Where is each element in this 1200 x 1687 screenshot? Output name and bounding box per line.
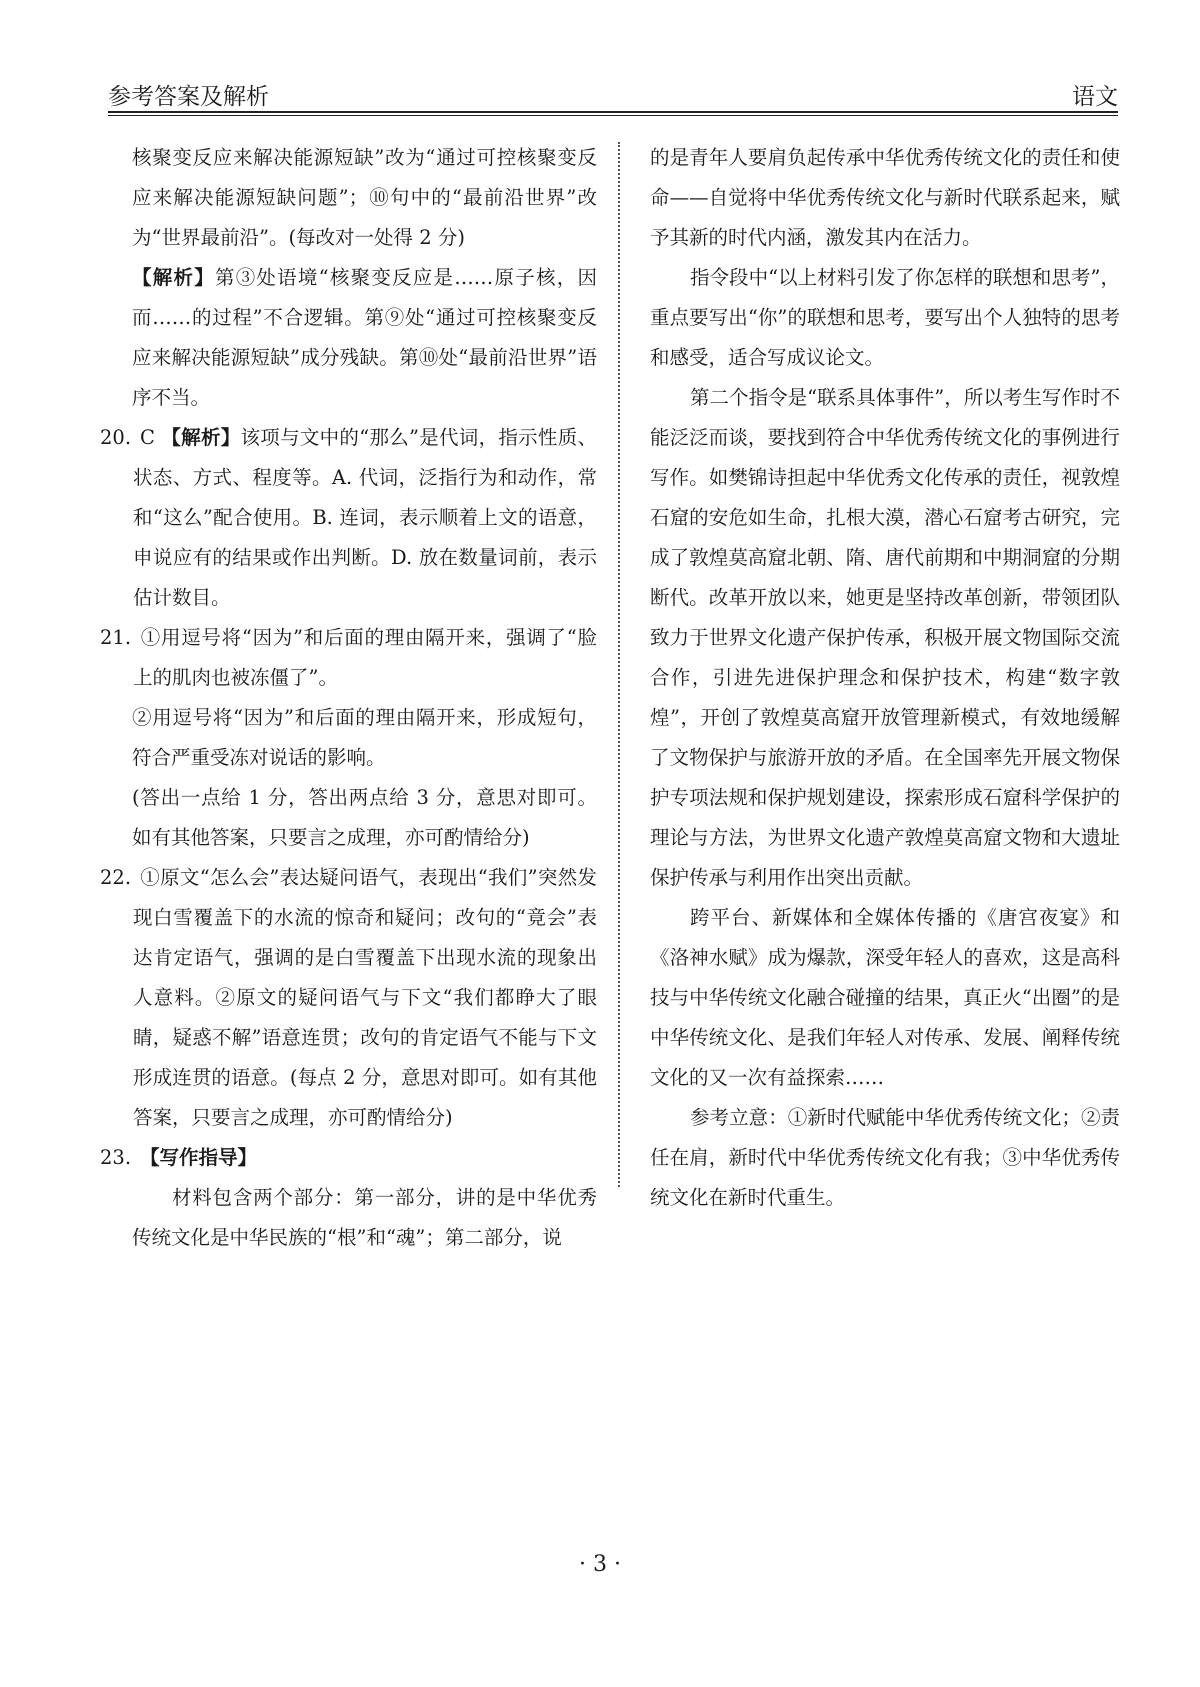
- second-instruction: 第二个指令是“联系具体事件”，所以考生写作时不能泛泛而谈，要找到符合中华优秀传统文化的事例进行写作。如樊锦诗担起中华优秀文化传承的责任，视敦煌石窟的安危如生命，扎根大漠，潜心石窟考古研究，完成了敦煌莫高窟北朝、隋、唐代前期和中期洞窟的分期断代。改革开放以来，她更是坚持改革创新，带领团队致力于世界文化遗产保护传承，积极开展文物国际交流合作，引进先进保护理念和保护技术，构建“数字敦煌”，开创了敦煌莫高窟开放管理新模式，有效地缓解了文物保护与旅游开放的矛盾。在全国率先开展文物保护专项法规和保护规划建设，探索形成石窟科学保护的理论与方法，为世界文化遗产敦煌莫高窟文物和大遗址保护传承与利用作出突出贡献。: [650, 386, 1120, 889]
- analysis-tag: 【解析】: [132, 266, 215, 289]
- reference-theme: 参考立意：①新时代赋能中华优秀传统文化；②责任在肩，新时代中华优秀传统文化有我；③中华优秀传统文化在新时代重生。: [650, 1106, 1120, 1209]
- writing-guide-tag: 【写作指导】: [140, 1146, 258, 1169]
- question-23: [100, 1138, 597, 1178]
- guide-continuation: 的是青年人要肩负起传承中华优秀传统文化的责任和使命——自觉将中华优秀传统文化与新时代联系起来，赋予其新的时代内涵，激发其内在活力。: [650, 146, 1120, 249]
- analysis-text: 该项与文中的“那么”是代词，指示性质、状态、方式、程度等。A. 代词，泛指行为和动作，常和“这么”配合使用。B. 连词，表示顺着上文的语意，申说应有的结果或作出判断。D. 放在数量词前，表示估计数目。: [133, 426, 597, 609]
- analysis-tag: 【解析】: [161, 426, 241, 449]
- header-title-right: 语文: [1072, 84, 1118, 110]
- question-number: 23.: [100, 1146, 132, 1169]
- instruction-analysis: 指令段中“以上材料引发了你怎样的联想和思考”，重点要写出“你”的联想和思考，要写出个人独特的思考和感受，适合写成议论文。: [650, 266, 1120, 369]
- header-rule-thin: [108, 115, 1118, 116]
- page-number: · 3 ·: [579, 1552, 621, 1577]
- page-header: [108, 78, 1118, 112]
- header-title-left: 参考答案及解析: [108, 84, 269, 110]
- answer-point-1: ①用逗号将“因为”和后面的理由隔开来，强调了“脸上的肌肉也被冻僵了”。: [133, 626, 597, 689]
- answer-continuation: 核聚变反应来解决能源短缺”改为“通过可控核聚变反应来解决能源短缺问题”；⑩句中的“最前沿世界”改为“世界最前沿”。(每改对一处得 2 分): [132, 146, 597, 249]
- right-column: [650, 138, 1120, 1218]
- question-number: 22.: [100, 866, 132, 889]
- question-number: 20.: [100, 426, 132, 449]
- column-divider: [618, 142, 620, 1187]
- example-paragraph: 跨平台、新媒体和全媒体传播的《唐宫夜宴》和《洛神水赋》成为爆款，深受年轻人的喜欢，这是高科技与中华传统文化融合碰撞的结果，真正火“出圈”的是中华传统文化、是我们年轻人对传承、发展、阐释传统文化的又一次有益探索……: [650, 906, 1120, 1089]
- question-21: [100, 618, 597, 698]
- question-20: [100, 418, 597, 618]
- question-22: [100, 858, 597, 1138]
- analysis-text: 第③处语境“核聚变反应是……原子核，因而……的过程”不合逻辑。第⑨处“通过可控核聚变反应来解决能源短缺”成分残缺。第⑩处“最前沿世界”语序不当。: [132, 266, 597, 409]
- analysis-paragraph: [100, 258, 597, 418]
- answer-letter: C: [140, 426, 162, 449]
- answer-text: ①原文“怎么会”表达疑问语气，表现出“我们”突然发现白雪覆盖下的水流的惊奇和疑问；改句的“竟会”表达肯定语气，强调的是白雪覆盖下出现水流的现象出人意料。②原文的疑问语气与下文“我们都睁大了眼睛，疑惑不解”语意连贯；改句的肯定语气不能与下文形成连贯的语意。(每点 2 分，意思对即可。如有其他答案，只要言之成理，亦可酌情给分): [133, 866, 597, 1129]
- question-number: 21.: [100, 626, 132, 649]
- left-column: [100, 138, 597, 1258]
- answer-point-2: ②用逗号将“因为”和后面的理由隔开来，形成短句，符合严重受冻对说话的影响。: [132, 706, 597, 769]
- header-rule-thick: [108, 111, 1118, 113]
- scoring-note: (答出一点给 1 分，答出两点给 3 分，意思对即可。如有其他答案，只要言之成理，亦可酌情给分): [132, 786, 597, 849]
- writing-guide-text: 材料包含两个部分：第一部分，讲的是中华优秀传统文化是中华民族的“根”和“魂”；第二部分，说: [132, 1186, 597, 1249]
